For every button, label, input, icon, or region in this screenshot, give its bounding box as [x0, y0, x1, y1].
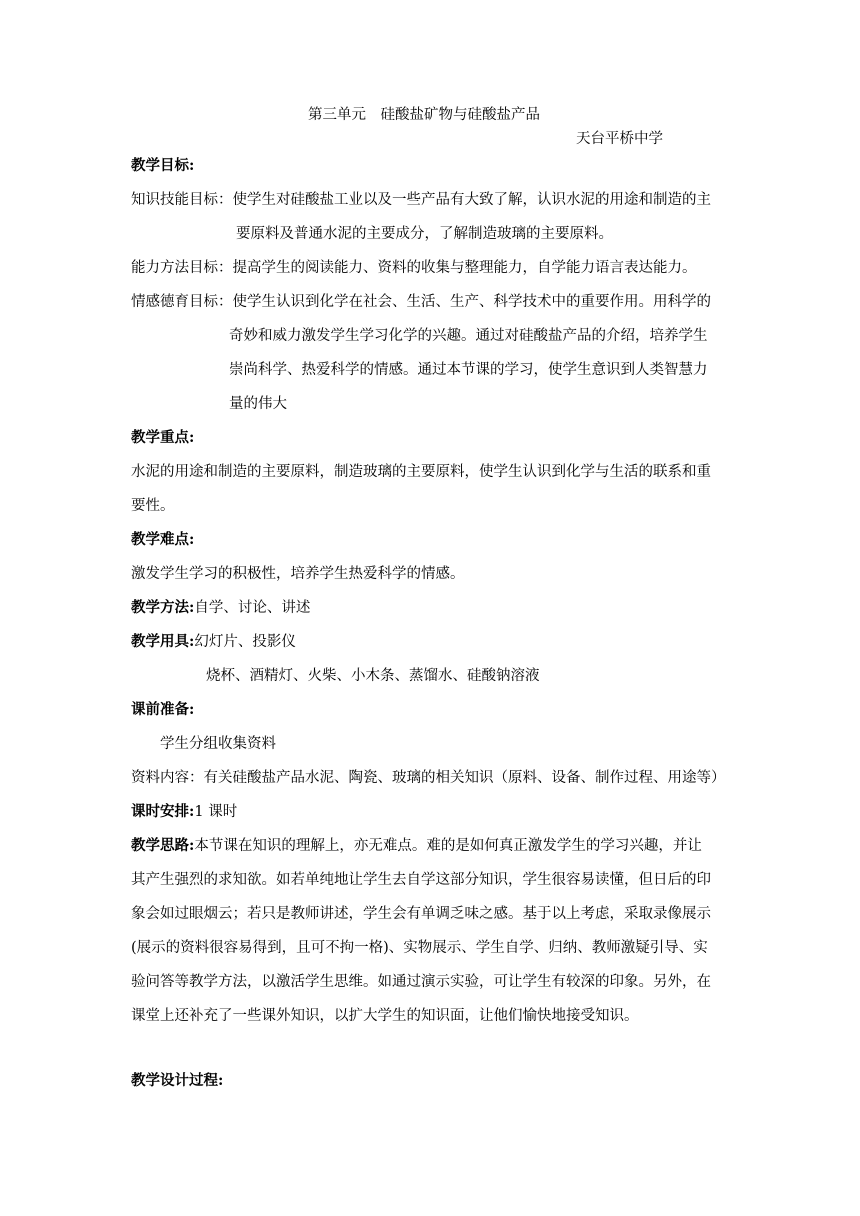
teaching-tools-text: 幻灯片、投影仪 — [194, 634, 296, 650]
ability-objective — [131, 258, 697, 278]
preparation-content: 资料内容：有关硅酸盐产品水泥、陶瓷、玻璃的相关知识（原料、设备、制作过程、用途等） — [131, 770, 726, 786]
knowledge-objective-text: 使学生对硅酸盐工业以及一些产品有大致了解，认识水泥的用途和制造的主 — [232, 192, 711, 208]
key-points-line1: 水泥的用途和制造的主要原料，制造玻璃的主要原料，使学生认识到化学与生活的联系和重 — [131, 464, 711, 480]
teaching-approach-line3: 象会如过眼烟云；若只是教师讲述，学生会有单调乏味之感。基于以上考虑，采取录像展示 — [131, 906, 711, 922]
teaching-approach-label: 教学思路: — [131, 837, 195, 854]
key-points-heading: 教学重点: — [131, 429, 195, 446]
knowledge-objective — [131, 190, 711, 210]
ability-objective-label: 能力方法目标： — [131, 260, 233, 276]
teaching-methods-label: 教学方法: — [131, 599, 195, 616]
emotion-objective-line2: 奇妙和威力激发学生学习化学的兴趣。通过对硅酸盐产品的介绍，培养学生 — [229, 328, 708, 344]
teaching-approach-line5: 验问答等教学方法，以激活学生思维。如通过演示实验，可让学生有较深的印象。另外，在 — [131, 974, 711, 990]
preparation-heading: 课前准备: — [131, 701, 195, 718]
knowledge-objective-continued: 要原料及普通水泥的主要成分，了解制造玻璃的主要原料。 — [236, 226, 613, 242]
preparation-text: 学生分组收集资料 — [160, 736, 276, 752]
school-name: 天台平桥中学 — [576, 131, 663, 147]
difficulties-heading: 教学难点: — [131, 531, 195, 548]
ability-objective-text: 提高学生的阅读能力、资料的收集与整理能力，自学能力语言表达能力。 — [232, 260, 697, 276]
knowledge-objective-label: 知识技能目标： — [131, 192, 233, 208]
teaching-approach-line6: 课堂上还补充了一些课外知识，以扩大学生的知识面，让他们愉快地接受知识。 — [131, 1008, 639, 1024]
key-points-line2: 要性。 — [131, 498, 175, 514]
teaching-approach-line1: 本节课在知识的理解上，亦无难点。难的是如何真正激发学生的学习兴趣，并让 — [194, 838, 702, 854]
emotion-objective-line3: 崇尚科学、热爱科学的情感。通过本节课的学习，使学生意识到人类智慧力 — [229, 362, 708, 378]
teaching-tools-label: 教学用具: — [131, 633, 195, 650]
class-schedule — [131, 802, 237, 822]
emotion-objective-line4: 量的伟大 — [229, 396, 287, 412]
teaching-methods-text: 自学、讨论、讲述 — [194, 600, 311, 616]
emotion-objective — [131, 292, 711, 312]
teaching-tools — [131, 632, 296, 652]
teaching-methods — [131, 598, 310, 618]
difficulties-text: 激发学生学习的积极性，培养学生热爱科学的情感。 — [131, 566, 465, 582]
objectives-heading: 教学目标: — [131, 157, 195, 174]
document-title: 第三单元 硅酸盐矿物与硅酸盐产品 — [308, 107, 540, 123]
class-schedule-text: 1 课时 — [194, 804, 238, 820]
emotion-objective-label: 情感德育目标： — [131, 294, 233, 310]
teaching-approach-line2: 其产生强烈的求知欲。如若单纯地让学生去自学这部分知识，学生很容易读懂，但日后的印 — [131, 872, 711, 888]
emotion-objective-text: 使学生认识到化学在社会、生活、生产、科学技术中的重要作用。用科学的 — [232, 294, 711, 310]
process-heading: 教学设计过程: — [131, 1072, 224, 1089]
teaching-approach-line4: (展示的资料很容易得到，且可不拘一格)、实物展示、学生自学、归纳、教师激疑引导、实 — [131, 940, 708, 956]
teaching-tools-continued: 烧杯、酒精灯、火柴、小木条、蒸馏水、硅酸钠溶液 — [206, 668, 540, 684]
teaching-approach — [131, 836, 702, 856]
class-schedule-label: 课时安排: — [131, 803, 195, 820]
